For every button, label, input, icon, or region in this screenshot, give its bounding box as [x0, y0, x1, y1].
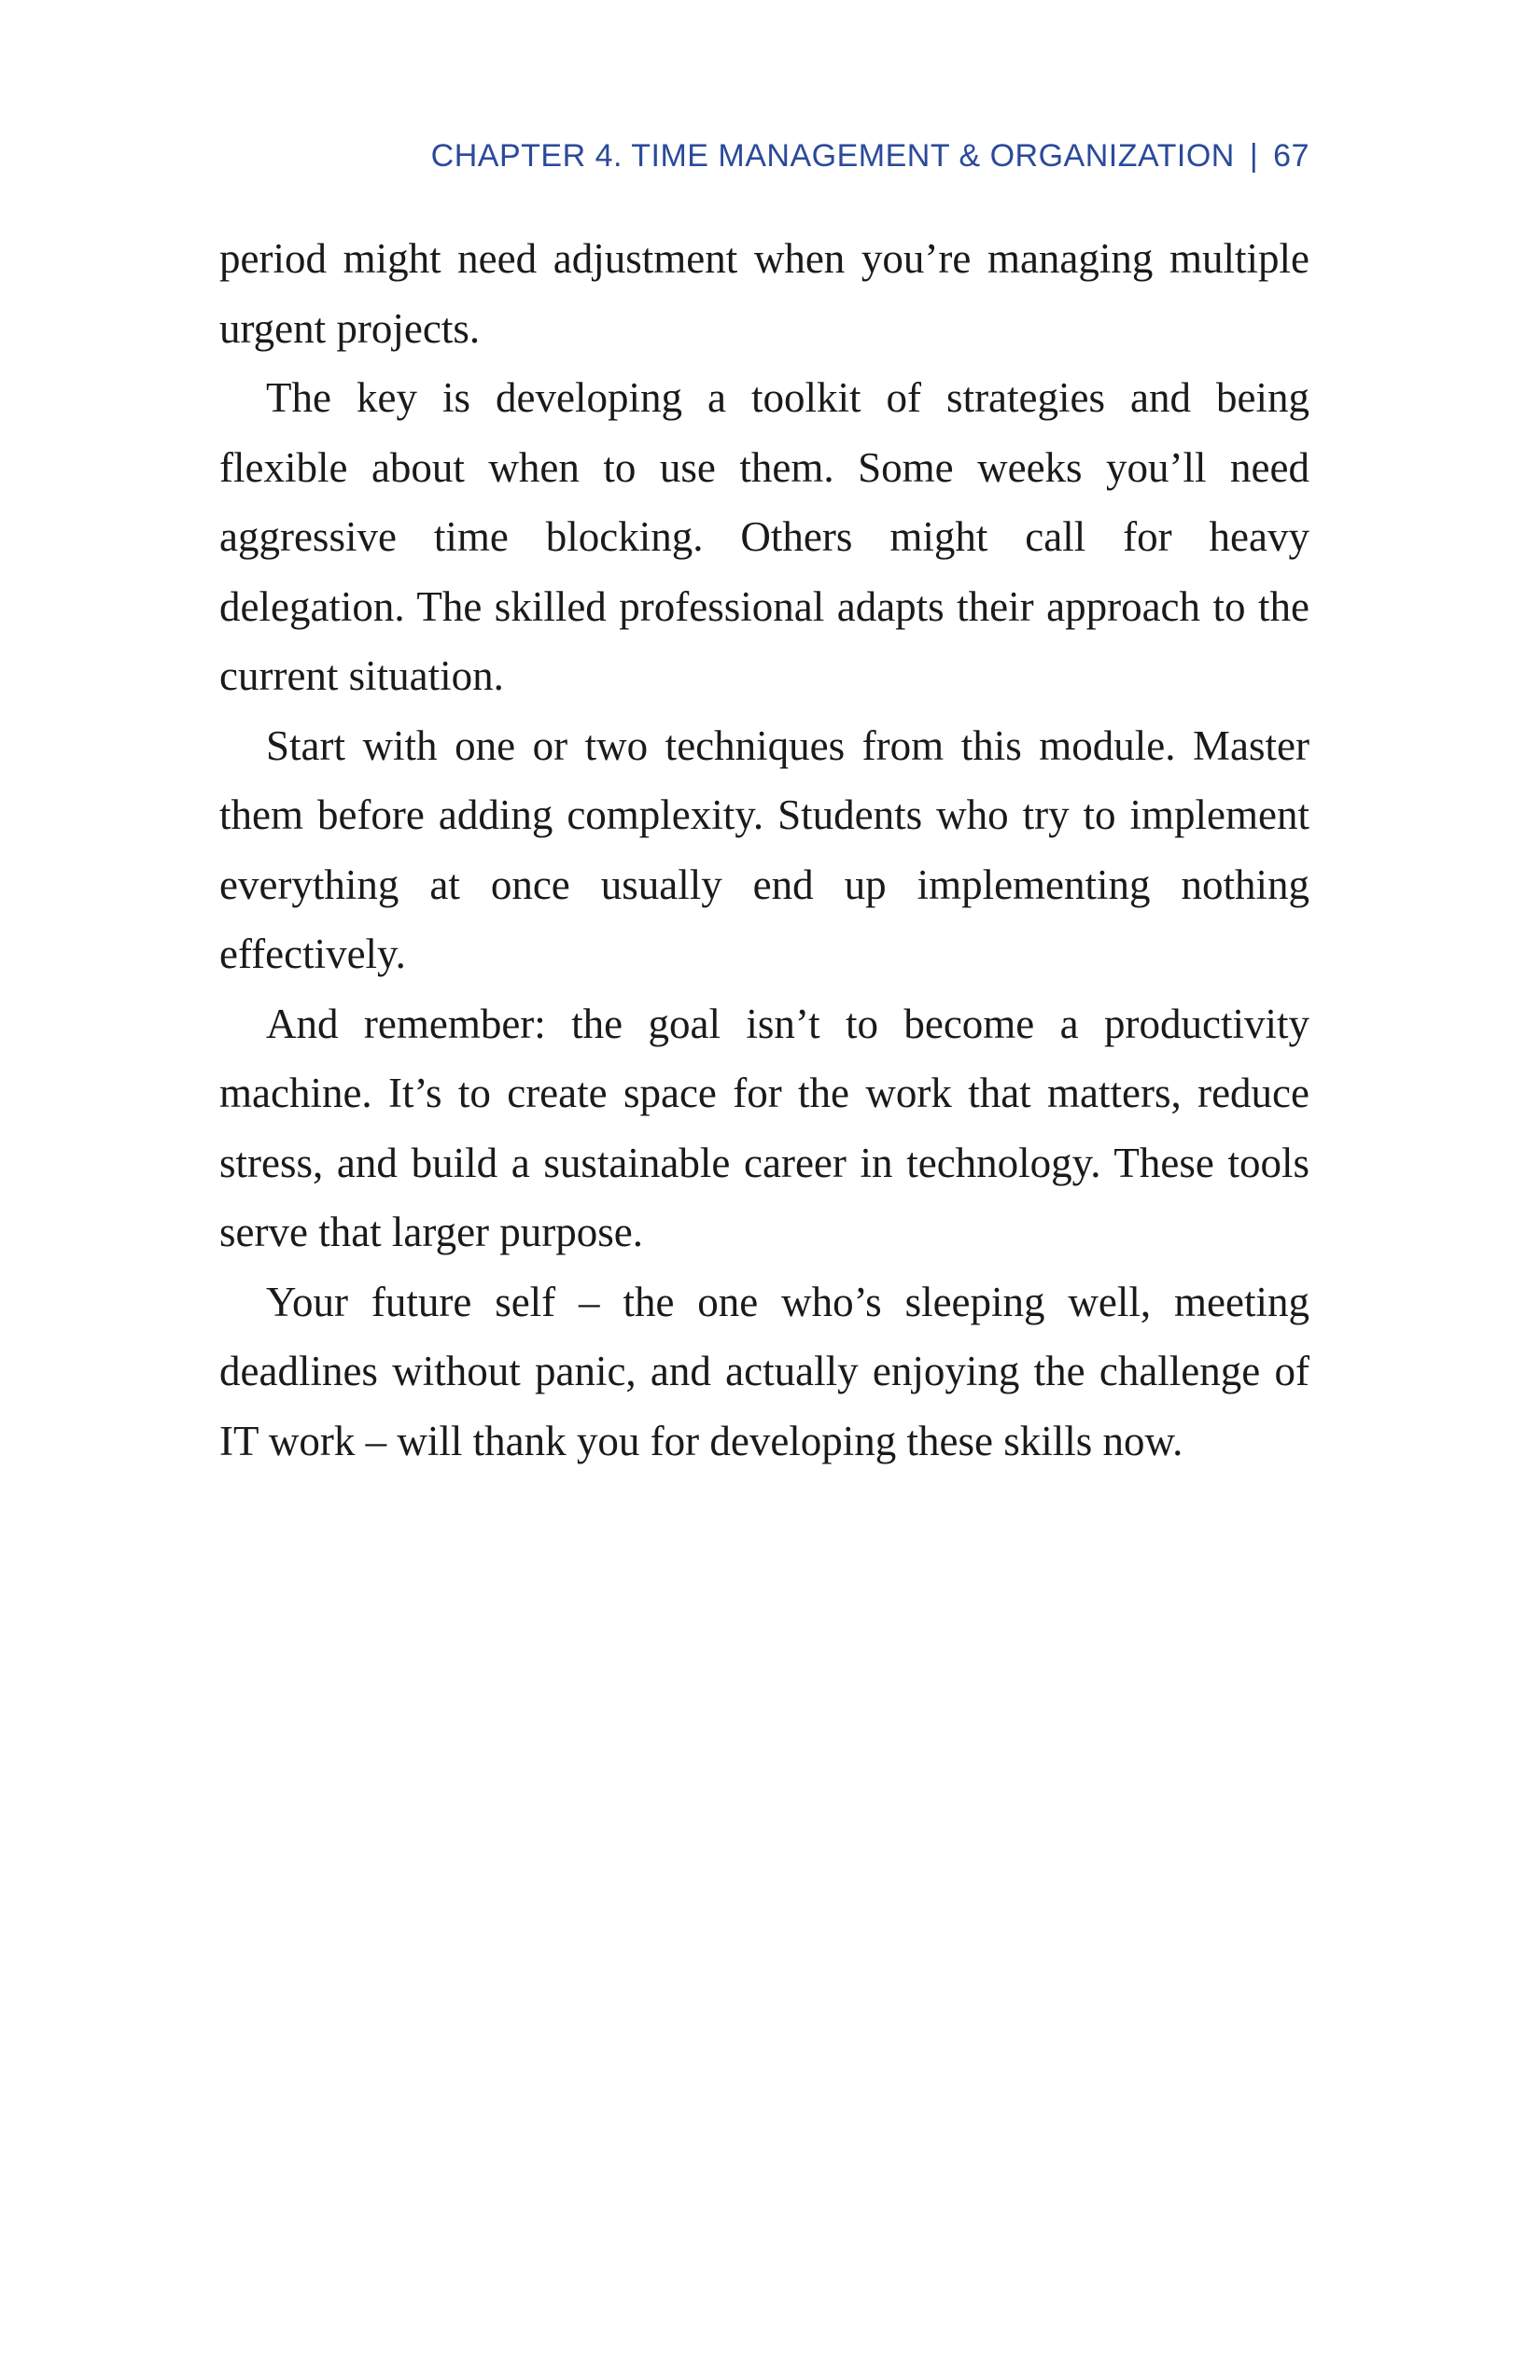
page-number: 67 [1273, 138, 1309, 174]
paragraph: Start with one or two techniques from this module. Master them before adding complexity. Students who try to implement everything at once usually end up implementing nothing effectively. [219, 721, 1309, 977]
body-text [219, 224, 1309, 1476]
running-header [219, 140, 1309, 172]
header-separator: | [1249, 138, 1259, 174]
paragraph: Your future self – the one who’s sleeping well, meeting deadlines without panic, and actually enjoying the challenge of IT work – will thank you for developing these skills now. [219, 1278, 1309, 1464]
paragraph: And remember: the goal isn’t to become a productivity machine. It’s to create space for the work that matters, reduce stress, and build a sustainable career in technology. These tools serve that larger purpose. [219, 1000, 1309, 1255]
paragraph: The key is developing a toolkit of strategies and being flexible about when to use them. Some weeks you’ll need aggressive time blocking. Others might call for heavy delegation. The skilled professional adapts their approach to the current situation. [219, 374, 1309, 699]
chapter-title: CHAPTER 4. TIME MANAGEMENT & ORGANIZATION [430, 138, 1235, 174]
paragraph-continued: period might need adjustment when you’re managing multiple urgent projects. [219, 235, 1309, 352]
